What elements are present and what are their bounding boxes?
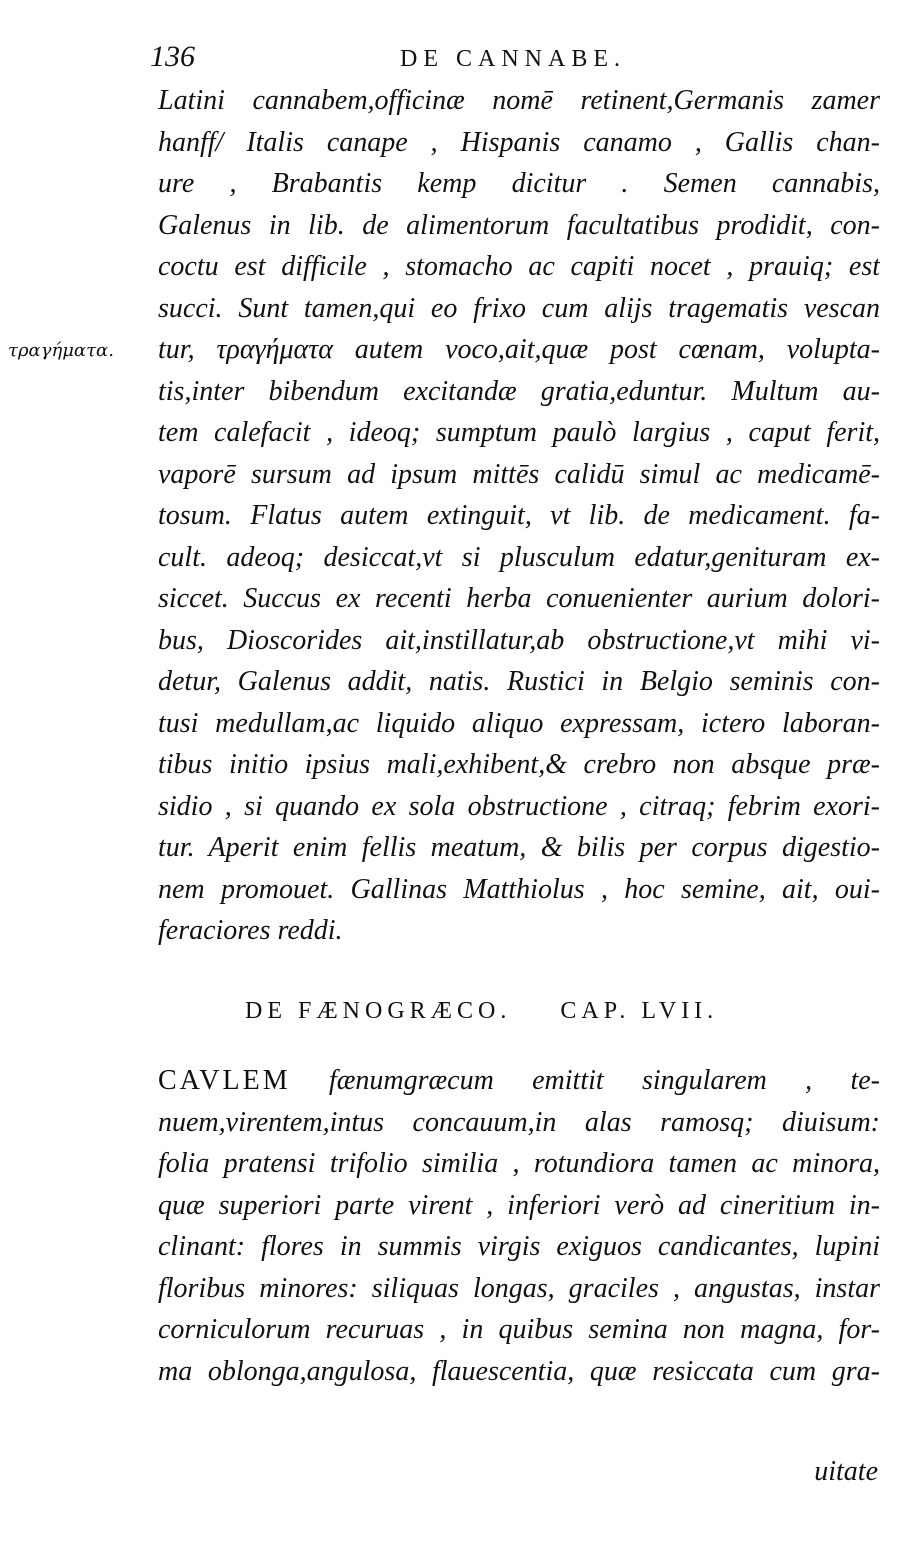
text-line: succi. Sunt tamen,qui eo frixo cum alijs tragematis vescan [158, 292, 880, 324]
text-line: corniculorum recuruas , in quibus semina non magna, for- [158, 1314, 880, 1345]
text-line: bus, Dioscorides ait,instillatur,ab obstructione,vt mihi vi- [158, 624, 880, 656]
text-line: clinant: flores in summis virgis exiguos candicantes, lupini [158, 1231, 880, 1262]
text-line: coctu est difficile , stomacho ac capiti nocet , prauiq; est [158, 251, 880, 282]
initial-word: CAVLEM [158, 1065, 291, 1096]
text-line: folia pratensi trifolio similia , rotundiora tamen ac minora, [158, 1148, 880, 1179]
text-line: nuem,virentem,intus concauum,in alas ramosq; diuisum: [158, 1106, 880, 1138]
catchword: uitate [814, 1456, 878, 1487]
text-line: Galenus in lib. de alimentorum facultatibus prodidit, con- [158, 209, 880, 241]
text-line: nem promouet. Gallinas Matthiolus , hoc semine, ait, oui- [158, 873, 880, 905]
first-line-rest: fænumgræcum emittit singularem , te- [328, 1065, 880, 1096]
text-line: cult. adeoq; desiccat,vt si plusculum edatur,genituram ex- [158, 541, 880, 573]
text-line: tur. Aperit enim fellis meatum, & bilis per corpus digestio- [158, 832, 880, 863]
text-line: Latini cannabem,officinæ nomē retinent,Germanis zamer [158, 85, 880, 116]
text-line: tusi medullam,ac liquido aliquo expressam, ictero laboran- [158, 707, 880, 739]
text-line: ma oblonga,angulosa, flauescentia, quæ resiccata cum gra- [158, 1355, 880, 1387]
chapter-number: CAP. LVII. [560, 998, 719, 1024]
chapter-heading [245, 998, 865, 1025]
text-line-first [158, 1060, 880, 1102]
text-line: feraciores reddi. [158, 915, 343, 946]
marginal-note: τραγήματα. [8, 340, 114, 361]
chapter-title: DE FÆNOGRÆCO. [245, 998, 512, 1024]
text-line: quæ superiori parte virent , inferiori verò ad cineritium in- [158, 1189, 880, 1221]
page-number: 136 [150, 40, 195, 73]
text-line: ure , Brabantis kemp dicitur . Semen cannabis, [158, 168, 880, 199]
text-line: floribus minores: siliquas longas, graciles , angustas, instar [158, 1272, 880, 1304]
page-header [150, 40, 880, 80]
text-line: vaporē sursum ad ipsum mittēs calidū simul ac medicamē- [158, 458, 880, 490]
running-title: DE CANNABE. [400, 46, 626, 72]
text-line: tis,inter bibendum excitandæ gratia,eduntur. Multum au- [158, 375, 880, 407]
text-line: siccet. Succus ex recenti herba conuenienter aurium dolori- [158, 583, 880, 614]
text-line: sidio , si quando ex sola obstructione , citraq; febrim exori- [158, 790, 880, 822]
text-line: tibus initio ipsius mali,exhibent,& crebro non absque præ- [158, 749, 880, 780]
text-line: tur, τραγήματα autem voco,ait,quæ post cœnam, volupta- [158, 334, 880, 365]
text-line: tem calefacit , ideoq; sumptum paulò largius , caput ferit, [158, 417, 880, 448]
body-text-cannabis [158, 80, 880, 952]
text-line: tosum. Flatus autem extinguit, vt lib. de medicament. fa- [158, 500, 880, 531]
text-line: detur, Galenus addit, natis. Rustici in Belgio seminis con- [158, 666, 880, 697]
body-text-fenugreek [158, 1060, 880, 1392]
text-line: hanff/ Italis canape , Hispanis canamo , Gallis chan- [158, 126, 880, 158]
